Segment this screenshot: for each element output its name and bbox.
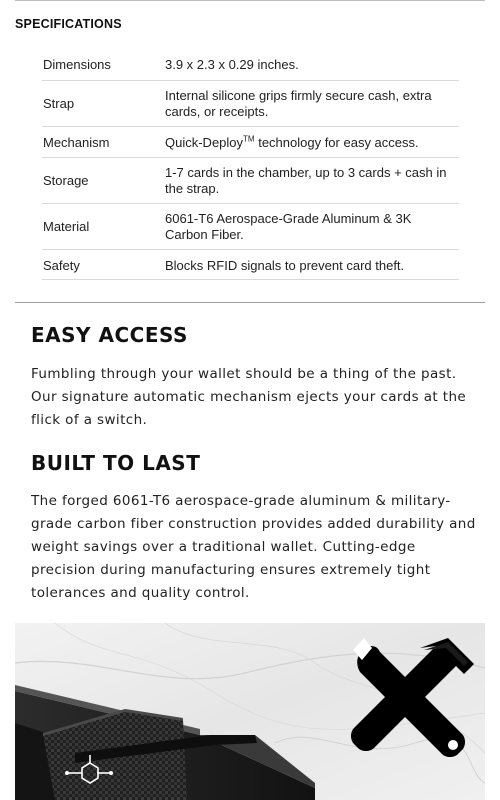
spec-value: 1-7 cards in the chamber, up to 3 cards + cash in the strap. — [165, 165, 447, 196]
spec-value: Internal silicone grips firmly secure cash, extra cards, or receipts. — [165, 88, 432, 119]
spec-row-storage — [42, 158, 459, 204]
spec-row-mechanism — [42, 127, 459, 158]
spec-label: Storage — [43, 173, 89, 188]
spec-row-dimensions — [42, 50, 459, 81]
trademark-symbol: TM — [243, 134, 255, 144]
spec-value: 3.9 x 2.3 x 0.29 inches. — [165, 57, 299, 72]
specifications-title: SPECIFICATIONS — [15, 17, 122, 31]
spec-label: Material — [43, 219, 90, 234]
spec-value-text: technology for easy access. — [254, 135, 419, 150]
built-to-last-text: The forged 6061-T6 aerospace-grade aluminum & military-grade carbon fiber construction provides added durability and weight savings over a traditional wallet. Cutting-edge precision during manufacturing ensures extremely tight tolerances and quality control. — [31, 493, 476, 601]
spec-row-material — [42, 204, 459, 250]
spec-row-strap — [42, 81, 459, 127]
easy-access-heading: EASY ACCESS — [31, 323, 188, 347]
product-image — [15, 623, 485, 800]
easy-access-text: Fumbling through your wallet should be a thing of the past. Our signature automatic mechanism ejects your cards at the flick of a switch. — [31, 366, 467, 428]
spec-label: Strap — [43, 96, 75, 111]
spec-value: 6061-T6 Aerospace-Grade Aluminum & 3K Carbon Fiber. — [165, 211, 412, 242]
built-to-last-heading: BUILT TO LAST — [31, 451, 201, 475]
spec-value — [165, 135, 455, 151]
section-divider — [15, 302, 485, 303]
spec-label: Safety — [43, 258, 80, 273]
specifications-table — [42, 50, 459, 280]
spec-row-safety — [42, 250, 459, 280]
spec-value: Blocks RFID signals to prevent card theft. — [165, 258, 405, 273]
spec-value-text: Quick-Deploy — [165, 135, 244, 150]
spec-label: Dimensions — [43, 57, 111, 72]
top-divider — [15, 0, 485, 1]
spec-label: Mechanism — [43, 135, 110, 150]
